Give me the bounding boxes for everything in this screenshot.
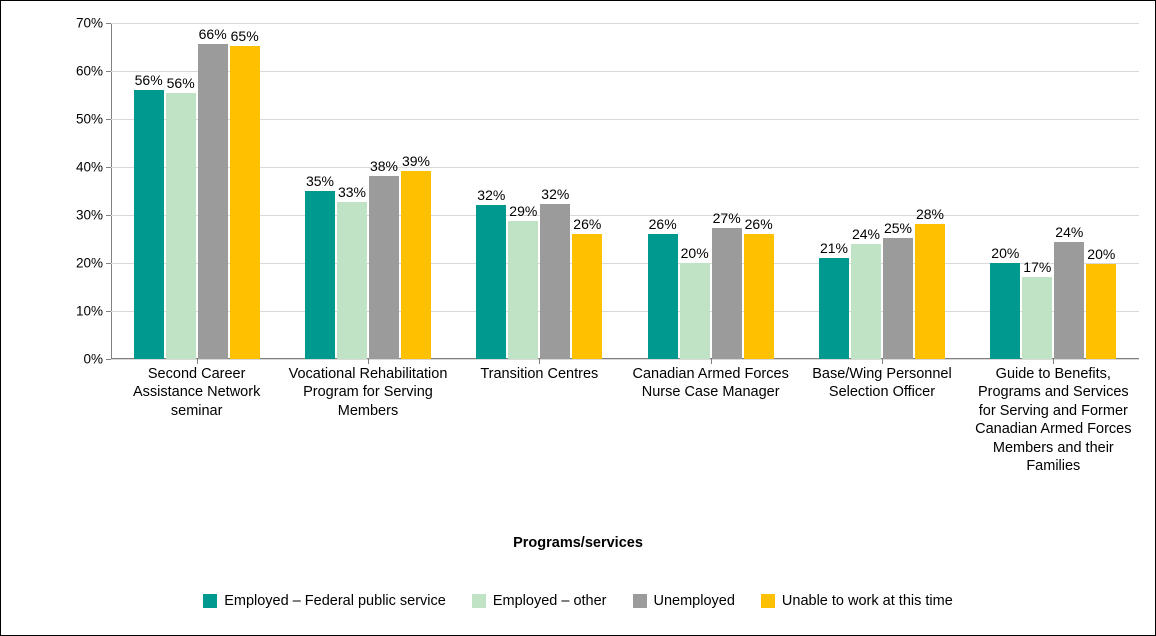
bar-slot: [915, 23, 945, 359]
bar-slot: [819, 23, 849, 359]
bar[interactable]: [819, 240, 849, 359]
bar[interactable]: [540, 186, 570, 359]
legend-label: Unable to work at this time: [781, 593, 953, 609]
bar-group: [282, 23, 453, 359]
legend-swatch: [472, 594, 486, 608]
bar-slot: [166, 23, 196, 359]
bar-group-bars: [111, 23, 282, 359]
bar-slot: [540, 23, 570, 359]
x-tick-mark: [368, 359, 369, 364]
bar-value-label: 21%: [819, 240, 848, 257]
bar-value-label: 32%: [541, 186, 570, 203]
bar-slot: [401, 23, 431, 359]
bar[interactable]: [648, 216, 678, 359]
plot-area: [75, 15, 1139, 367]
bar-value-label: 38%: [369, 157, 398, 174]
bar-slot: [572, 23, 602, 359]
bar-slot: [369, 23, 399, 359]
bar-value-label: 26%: [648, 216, 677, 233]
bar-groups: [111, 23, 1139, 359]
bar-group: [796, 23, 967, 359]
bar-group: [968, 23, 1139, 359]
legend-item[interactable]: [472, 593, 607, 609]
bar-group-bars: [968, 23, 1139, 359]
bar-slot: [1022, 23, 1052, 359]
x-axis-category-labels: [111, 365, 1139, 475]
y-tick-label: 0%: [83, 351, 103, 367]
bar-value-label: 20%: [991, 245, 1020, 261]
bar-value-label: 27%: [712, 210, 741, 227]
bar-slot: [990, 23, 1020, 359]
bar[interactable]: [198, 25, 228, 359]
x-category-label: Base/Wing Personnel Selection Officer: [812, 366, 952, 401]
y-tick-mark: [106, 359, 111, 360]
bar[interactable]: [305, 173, 335, 359]
bar[interactable]: [712, 210, 742, 359]
x-category-label: Second Career Assistance Network seminar: [133, 366, 261, 419]
bar-slot: [134, 23, 164, 359]
bar-value-label: 24%: [1055, 224, 1084, 241]
bar-value-label: 56%: [134, 72, 163, 89]
bar-group-bars: [796, 23, 967, 359]
bar[interactable]: [401, 153, 431, 359]
legend-swatch: [761, 594, 775, 608]
x-tick-mark: [711, 359, 712, 364]
bar-value-label: 29%: [509, 203, 538, 220]
x-tick-mark: [539, 359, 540, 364]
bar-slot: [712, 23, 742, 359]
bar-slot: [744, 23, 774, 359]
bar-slot: [883, 23, 913, 359]
bar-value-label: 20%: [1087, 246, 1116, 263]
bar[interactable]: [744, 215, 774, 359]
y-axis-title: [15, 0, 37, 1]
bar[interactable]: [1054, 224, 1084, 359]
bar[interactable]: [1086, 246, 1116, 359]
x-tick-mark: [1053, 359, 1054, 364]
y-tick-label: 10%: [75, 303, 103, 319]
bar-slot: [680, 23, 710, 359]
legend-swatch: [203, 594, 217, 608]
bar-slot: [337, 23, 367, 359]
bar-slot: [198, 23, 228, 359]
legend-label: Unemployed: [653, 593, 735, 609]
bar-slot: [476, 23, 506, 359]
bar-value-label: 35%: [305, 173, 334, 189]
y-tick-label: 50%: [75, 111, 103, 127]
bar[interactable]: [990, 245, 1020, 359]
y-tick-label: 60%: [75, 63, 103, 79]
legend-label: Employed – other: [492, 593, 607, 609]
gridline: [111, 359, 1139, 360]
legend-item[interactable]: [633, 593, 735, 609]
bar-value-label: 25%: [883, 220, 912, 237]
bar-value-label: 66%: [198, 25, 227, 42]
bar-group-bars: [454, 23, 625, 359]
bar-value-label: 39%: [401, 153, 430, 170]
bar[interactable]: [337, 183, 367, 359]
legend-swatch: [633, 594, 647, 608]
bar-group-bars: [625, 23, 796, 359]
bar-slot: [648, 23, 678, 359]
bar[interactable]: [508, 203, 538, 359]
bar-group: [111, 23, 282, 359]
bar[interactable]: [883, 220, 913, 359]
bar[interactable]: [476, 187, 506, 359]
bar[interactable]: [1022, 259, 1052, 359]
bar-value-label: 17%: [1023, 259, 1052, 276]
legend-item[interactable]: [203, 593, 446, 609]
bar[interactable]: [134, 72, 164, 359]
x-axis-title: Programs/services: [513, 535, 643, 551]
y-tick-label: 40%: [75, 159, 103, 175]
bar-group: [454, 23, 625, 359]
bar[interactable]: [851, 225, 881, 359]
bar[interactable]: [369, 157, 399, 359]
bar-value-label: 26%: [573, 215, 602, 232]
bar-slot: [1086, 23, 1116, 359]
bar-slot: [851, 23, 881, 359]
bar[interactable]: [572, 215, 602, 359]
bar-value-label: 26%: [744, 215, 773, 232]
bar-slot: [508, 23, 538, 359]
bar-value-label: 28%: [915, 206, 944, 223]
bar[interactable]: [915, 206, 945, 359]
x-category-label: Transition Centres: [480, 366, 599, 382]
bar-slot: [305, 23, 335, 359]
y-tick-label: 70%: [75, 15, 103, 31]
bar-value-label: 24%: [851, 225, 880, 242]
bar-value-label: 65%: [230, 27, 259, 44]
x-category-label: Guide to Benefits, Programs and Services for Serving and Former Canadian Armed Forces Members and their Families: [975, 366, 1132, 475]
bar-slot: [1054, 23, 1084, 359]
bar-value-label: 56%: [166, 74, 195, 91]
bar-group-bars: [282, 23, 453, 359]
legend: [1, 593, 1155, 609]
bar-value-label: 20%: [680, 245, 709, 261]
x-category-label: Canadian Armed Forces Nurse Case Manager: [632, 366, 789, 401]
bar[interactable]: [230, 27, 260, 359]
y-tick-label: 20%: [75, 255, 103, 271]
x-category-label: Vocational Rehabilitation Program for Serving Members: [288, 366, 448, 419]
bar-value-label: 33%: [337, 183, 366, 200]
bar-group: [625, 23, 796, 359]
legend-item[interactable]: [761, 593, 953, 609]
x-tick-mark: [882, 359, 883, 364]
bar[interactable]: [680, 245, 710, 359]
bar-value-label: 32%: [477, 187, 506, 204]
bar[interactable]: [166, 74, 196, 359]
bar-slot: [230, 23, 260, 359]
legend-label: Employed – Federal public service: [224, 593, 446, 609]
x-tick-mark: [197, 359, 198, 364]
y-tick-label: 30%: [75, 207, 103, 223]
